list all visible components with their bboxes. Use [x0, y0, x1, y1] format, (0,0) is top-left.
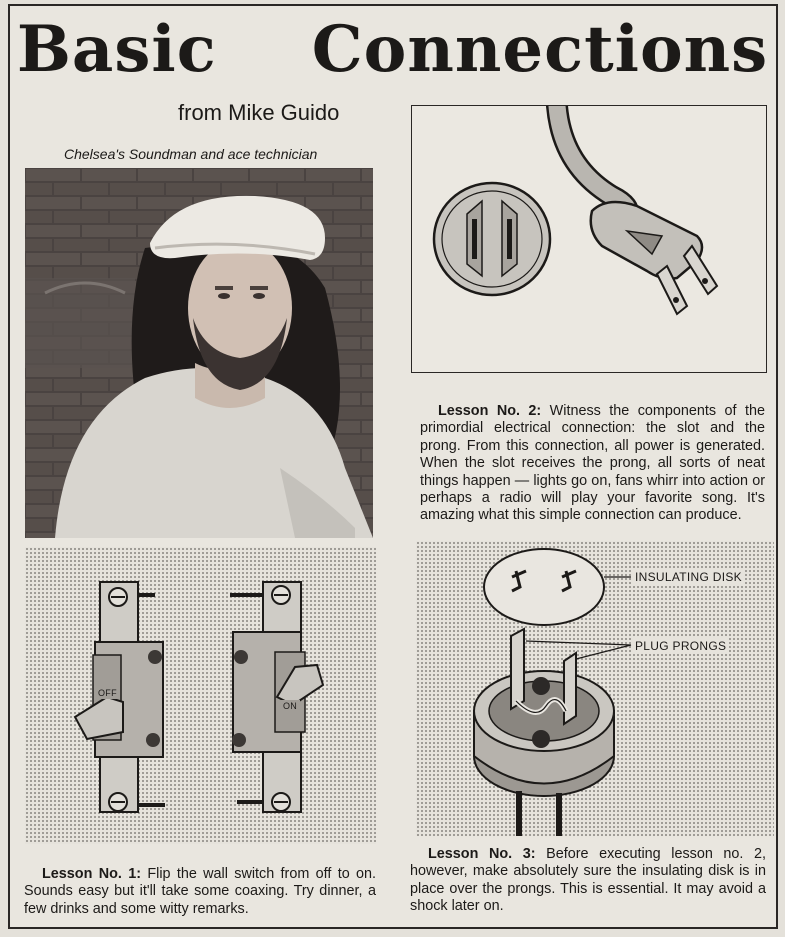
lesson-3-heading: Lesson No. 3: [428, 846, 536, 862]
lesson-2-heading: Lesson No. 2: [438, 403, 542, 419]
title-word-basic: Basic [16, 12, 217, 87]
slot-and-prong-drawing [412, 106, 765, 371]
switch-on-icon [230, 582, 323, 812]
lesson-2-body: Witness the components of the primordial electrical connection: the slot and the prong. From this connection, all power is generated. When the slot receives the prong, all sorts of neat things happen — lights go on, fans whirr into action or perhaps a radio will play your favorite song. It's amazing what this simple connection can produce. [420, 403, 765, 524]
byline: from Mike Guido [178, 100, 340, 125]
title-word-connections: Connections [311, 12, 769, 87]
plug-icon [557, 106, 717, 314]
insulating-disk-label: INSULATING DISK [632, 569, 745, 585]
plug-prongs-assembly-icon [474, 629, 631, 836]
outlet-slot-icon [434, 183, 550, 295]
insulating-disk-icon [484, 549, 631, 625]
switch-on-label: ON [280, 700, 300, 712]
lesson-2-text [420, 403, 765, 525]
lesson-1-body: Flip the wall switch from off to on. Sounds easy but it'll take some coaxing. Try dinner, a few drinks and some witty remarks. [24, 866, 377, 917]
switch-off-label: OFF [95, 687, 120, 699]
switches-drawing [25, 547, 376, 844]
wall-switch-illustration [25, 547, 376, 844]
lesson-3-text [410, 846, 766, 916]
portrait-photo [25, 168, 373, 538]
plug-assembly-drawing [416, 541, 774, 836]
plug-assembly-illustration [416, 541, 774, 836]
outlet-and-plug-illustration [411, 105, 767, 373]
portrait-illustration [25, 168, 373, 538]
lesson-3-body: Before executing lesson no. 2, however, make absolutely sure the insulating disk is in place over the prongs. This is essential. It may avoid a shock later on. [410, 846, 766, 915]
plug-prongs-label: PLUG PRONGS [632, 638, 729, 654]
lesson-1-heading: Lesson No. 1: [42, 866, 141, 882]
switch-off-icon [75, 582, 165, 812]
photo-caption: Chelsea's Soundman and ace technician [64, 146, 318, 162]
lesson-1-text [24, 866, 376, 918]
article-title [0, 12, 785, 87]
